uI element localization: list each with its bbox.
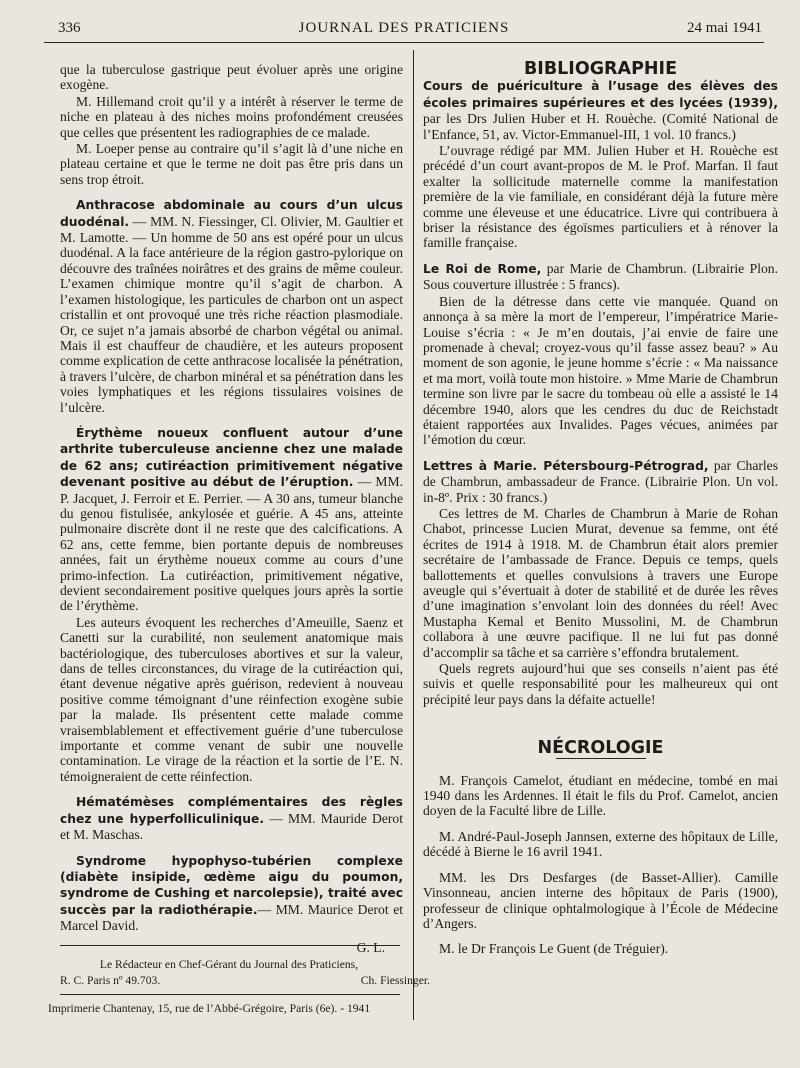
obituary-entry: M. André-Paul-Joseph Jannsen, externe des hôpitaux de Lille, décédé à Bierne le 16 avril 1941. — [423, 828, 778, 860]
footer-imprimerie: Imprimerie Chantenay, 15, rue de l’Abbé-Grégoire, Paris (6e). - 1941 — [48, 1002, 371, 1015]
paragraph: Les auteurs évoquent les recherches d’Ameuille, Saenz et Canetti sur la curabilité, non seulement anatomique mais bactériologique, des tuberculoses abortives et sur la valeur, dans de telles circonstances, du virage de la cutiréaction qui, étant devenue négative après guérison, redevient à nouveau positive comme témoignant d’une réinfection exogène subie par la malade. Ils présentent cette malade comme vraisemblablement et effectivement guérie d’une tuberculose importante et comme venant de subir une nouvelle contamination. Le virage de la réaction et la sortie de l’E. N. témoigneraient de cette réinfection. — [60, 614, 403, 784]
article-heading: Érythème noueux confluent autour d’une arthrite tuberculeuse ancienne chez une malade de 62 ans; cutiréaction primitivement négative devenant positive au début de l’éruption. — [60, 425, 403, 490]
book-entry — [423, 458, 778, 505]
paragraph: que la tuberculose gastrique peut évoluer après une origine exogène. — [60, 62, 403, 93]
journal-title: JOURNAL DES PRATICIENS — [298, 20, 510, 36]
footer-rule — [60, 994, 400, 995]
signature: G. L. — [356, 939, 385, 955]
book-entry — [423, 261, 778, 293]
paragraph: M. Hillemand croit qu’il y a intérêt à réserver le terme de niche en plateau à des niches moins profondément creusées que celles que présentent les radiographies de ce malade. — [60, 93, 403, 140]
running-header — [44, 16, 764, 40]
article-heading: Anthracose abdominale au cours d’un ulcus duodénal. — [60, 198, 403, 229]
paragraph: Bien de la détresse dans cette vie manquée. Quand on annonça à sa mère la mort de l’empereur, l’impératrice Marie-Louise s’écria : « Je m’en doutais, j’ai envie de faire une promenade à cheval; croyez-vous qu’il fasse assez beau? » Au moment de son agonie, le jeune homme s’écrie : « Ma naissance et ma mort, voilà toute mon histoire. » Mme Marie de Chambrun termine son livre par le sacre du tombeau où elle a assisté le 14 décembre 1940, alors que les cendres du duc de Reichstadt étaient rapportées aux Invalides. Pages vécues, animées par l’émotion du cœur. — [423, 293, 778, 448]
footer-rule — [60, 945, 400, 946]
article-syndrome — [60, 853, 403, 934]
article-hematemeses — [60, 794, 403, 842]
right-column — [423, 59, 778, 1022]
footer-gerant: Ch. Fiessinger. — [360, 974, 430, 987]
article-body: — MM. N. Fiessinger, Cl. Olivier, M. Gaultier et M. Lamotte. — Un homme de 50 ans est opéré pour un ulcus duodénal. A la face antérieure de la région gastro-pylorique on découvre des traînées noirâtres et des grains de même couleur. L’examen chimique montre qu’il s’agit de charbon. A l’examen histologique, les particules de charbon ont un aspect cristallin et ont provoqué une très riche réaction plasmodiale. Or, ce sujet n’a jamais absorbé de charbon végétal ou animal. Mais il est chauffeur de chaudière, et les auteurs proposent comme explication de cette anthracose localisée la pénétration, à travers l’ulcère, de charbon minéral et sa pénétration dans les voies lymphatiques et les régions tissulaires voisines de l’ulcère. — [60, 213, 403, 415]
obituary-entry: M. le Dr François Le Guent (de Tréguier). — [439, 941, 669, 957]
section-title-necrologie: NÉCROLOGIE — [537, 738, 664, 759]
book-title: Le Roi de Rome, — [423, 261, 542, 276]
article-body: — MM. Maurice Derot et Marcel David. — [60, 901, 404, 934]
article-heading: Hématémèses complémentaires des règles chez une hyperfolliculinique. — [60, 795, 403, 826]
article-body: — MM. P. Jacquet, J. Ferroir et E. Perrier. — A 30 ans, tumeur blanche du genou fistulisée, ankylosée et guérie. A 45 ans, atteinte pulmonaire discrète dont il ne reste que des calcifications. A 62 ans, cette femme, bien portante depuis de nombreuses années, fait un érythème noueux comme au cours d’une primo-infection. La cutiréaction, primitivement négative, devient secondairement positive quelques jours après la sortie de l’érythème. — [60, 474, 403, 614]
column-divider — [413, 50, 414, 1020]
book-details: par Charles de Chambrun, ambassadeur de France. (Librairie Plon. Un vol. in-8º. Prix : 30 francs.) — [423, 457, 778, 505]
left-column — [60, 62, 404, 955]
book-title: Cours de puériculture à l’usage des élèves des écoles primaires supérieures et des lycées (1939), — [423, 79, 778, 110]
book-details: par les Drs Julien Huber et H. Rouèche. (Comité National de l’Enfance, 51, av. Victor-Emmanuel-III, 1 vol. 10 francs.) — [423, 111, 778, 142]
article-anthracose — [60, 197, 403, 415]
section-title-bibliographie: BIBLIOGRAPHIE — [523, 59, 678, 79]
header-rule — [44, 42, 764, 43]
paragraph: Quels regrets aujourd’hui que ses conseils n’aient pas été suivis et quelle responsabilité pour les malheureux qui ont précipité leur pays dans la défaite actuelle! — [423, 661, 778, 707]
paragraph: Ces lettres de M. Charles de Chambrun à Marie de Rohan Chabot, princesse Lucien Murat, devenue sa femme, ont été écrites de 1914 à 1918. M. de Chambrun était alors premier secrétaire de l’ambassade de France. Depuis ce temps, quels ballottements et quelles convulsions à travers une Europe aveugle qui s’évertuait à doter de stabilité et de durée les rêves d’une imagination s’envolant loin des données du réel! Avec Mustapha Kemal et Benito Mussolini, M. de Chambrun collabora à une œuvre pacifique. Il ne lui fut pas donné d’accomplir sa tâche et sa carrière s’effondra brutalement. — [423, 505, 778, 660]
footer-rc: R. C. Paris nº 49.703. — [60, 974, 161, 987]
book-entry — [423, 78, 778, 142]
book-title: Lettres à Marie. Pétersbourg-Pétrograd, — [423, 458, 709, 473]
issue-date: 24 mai 1941 — [687, 20, 762, 36]
obituary-entry: M. François Camelot, étudiant en médecine, tombé en mai 1940 dans les Ardennes. Il était le fils du Prof. Camelot, ancien doyen de la Faculté libre de Lille. — [423, 772, 778, 819]
article-erytheme — [60, 425, 403, 614]
footer-registration — [44, 974, 454, 987]
article-body: — MM. Mauride Derot et M. Maschas. — [60, 810, 403, 843]
paragraph: M. Loeper pense au contraire qu’il s’agit là d’une niche en plateau certaine et que le terme ne doit pas être pris dans un sens trop étroit. — [60, 141, 403, 187]
paragraph: L’ouvrage rédigé par MM. Julien Huber et H. Rouèche est précédé d’un court avant-propos de M. le Prof. Marfan. Il faut exalter la sollicitude maternelle comme la manifestation première de la vie familiale, en considérant déjà la future mère comme une éleveuse et une éducatrice. Livre qui contribuera à briser la résistance des égoïsmes particuliers et à rénover la famille française. — [423, 143, 778, 251]
book-details: par Marie de Chambrun. (Librairie Plon. Sous couverture illustrée : 5 francs). — [423, 260, 778, 293]
page-number: 336 — [58, 20, 81, 36]
article-heading: Syndrome hypophyso-tubérien complexe (diabète insipide, œdème aigu du poumon, syndrome de Cushing et narcolepsie), traité avec succès par la radiothérapie. — [60, 853, 403, 917]
footer-redacteur: Le Rédacteur en Chef-Gérant du Journal des Praticiens, — [99, 958, 359, 971]
obituary-entry: MM. les Drs Desfarges (de Basset-Allier). Camille Vinsonneau, ancien interne des hôpitaux de Paris (1900), professeur de clinique ophtalmologique à l’École de Médecine d’Angers. — [423, 869, 778, 931]
